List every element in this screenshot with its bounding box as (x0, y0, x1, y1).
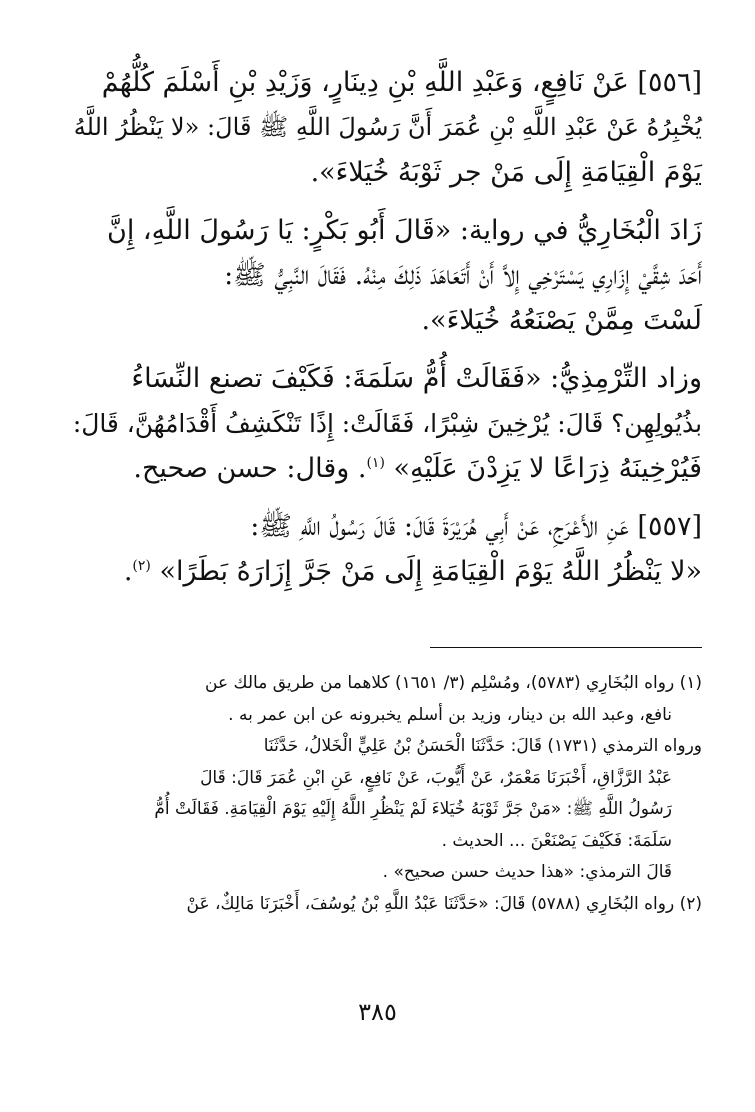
text-line: أَحَدَ شِقَّيْ إِزَارِي يَسْتَرْخِي إِلاَّ أَنْ أَتَعَاهَدَ ذَلِكَ مِنْهُ. فَقَالَ النَّبِيُّ ﷺ: (224, 260, 702, 291)
text-segment: . (123, 556, 133, 587)
footnote-1-line: رَسُولُ اللَّهِ ﷺ: «مَنْ جَرَّ ثَوْبَهُ خُيَلاءَ لَمْ يَنْظُرِ اللَّهُ إِلَيْهِ يَوْمَ الْقِيَامَةِ. فَقَالَتْ أُمُّ (154, 799, 672, 819)
text-line: زَادَ الْبُخَارِيُّ في رواية: «قَالَ أَبُو بَكْرٍ: يَا رَسُولَ اللَّهِ، إِنَّ (107, 215, 702, 246)
text-line: يَوْمَ الْقِيَامَةِ إِلَى مَنْ جر ثَوْبَهُ خُيَلاءَ». (310, 157, 702, 188)
footnote-separator (430, 647, 702, 648)
text-line: [٥٥٦] عَنْ نَافِعٍ، وَعَبْدِ اللَّهِ بْنِ دِينَارٍ، وَزَيْدِ بْنِ أَسْلَمَ كُلُّهُمْ (101, 67, 702, 98)
hadith-557 (60, 504, 702, 594)
main-text (60, 60, 702, 607)
text-line: يُخْبِرُهُ عَنْ عَبْدِ اللَّهِ بْنِ عُمَرَ أَنَّ رَسُولَ اللَّهِ ﷺ قَالَ: «لا يَنْظُرُ اللَّهُ (73, 113, 702, 141)
footnotes (60, 668, 702, 920)
footnote-ref-2: (٢) (132, 558, 151, 574)
hadith-556 (60, 60, 702, 195)
text-line: لَسْتَ مِمَّنْ يَصْنَعُهُ خُيَلاءَ». (421, 305, 702, 336)
tirmidhi-addition (60, 356, 702, 491)
text-line (60, 549, 702, 594)
text-line: بذُيُولِهِن؟ قَالَ: يُرْخِينَ شِبْرًا، فَقَالَتْ: إِذًا تَنْكَشِفُ أَقْدَامُهُنَّ، قَالَ: (72, 409, 702, 438)
footnote-1-line: ورواه الترمذي (١٧٣١) قَالَ: حَدَّثَنَا الْحَسَنُ بْنُ عَلِيٍّ الْخَلالُ، حَدَّثَنَا (263, 736, 702, 756)
text-line: وزاد التِّرْمِذِيُّ: «فَقَالَتْ أُمُّ سَلَمَةَ: فَكَيْفَ تصنع النِّسَاءُ (131, 363, 702, 394)
page-number: ٣٨٥ (358, 998, 397, 1026)
footnote-ref-1: (١) (366, 455, 385, 471)
text-segment: . وقال: حسن صحيح. (133, 453, 367, 484)
bukhari-addition (60, 208, 702, 343)
text-segment: «لا يَنْظُرُ اللَّهُ يَوْمَ الْقِيَامَةِ إِلَى مَنْ جَرَّ إِزَارَهُ بَطَرًا» (159, 556, 702, 587)
footnote-1-line: نافع، وعبد الله بن دينار، وزيد بن أسلم يخبرونه عن ابن عمر به . (228, 704, 672, 725)
footnote-1-line: قَالَ الترمذي: «هذا حديث حسن صحيح» . (382, 862, 672, 882)
footnote-2-line: (٢) رواه البُخَارِي (٥٧٨٨) قَالَ: «حَدَّثَنَا عَبْدُ اللَّهِ بْنُ يُوسُفَ، أَخْبَرَنَا مَالِكٌ، عَنْ (186, 893, 702, 914)
text-line: [٥٥٧] عَنِ الأَعْرَجِ، عَنْ أَبِي هُرَيْرَةَ قَالَ: قَالَ رَسُولُ اللَّهِ ﷺ: (250, 511, 702, 542)
text-segment: فَيُرْخِينَهُ ذِرَاعًا لا يَزِدْنَ عَلَيْهِ» (393, 453, 702, 484)
text-line (60, 446, 702, 491)
footnote-1-line: عَبْدُ الرَّزَّاقِ، أَخْبَرَنَا مَعْمَرٌ، عَنْ أَيُّوبَ، عَنْ نَافِعٍ، عَنِ ابْنِ عُمَرَ قَالَ: قَالَ (200, 767, 672, 788)
footnote-1-line: (١) رواه البُخَارِي (٥٧٨٣)، ومُسْلِم (٣/ ١٦٥١) كلاهما من طريق مالك عن (205, 673, 702, 693)
footnote-1-line: سَلَمَةَ: فَكَيْفَ يَصْنَعْنَ ... الحديث . (441, 830, 672, 851)
